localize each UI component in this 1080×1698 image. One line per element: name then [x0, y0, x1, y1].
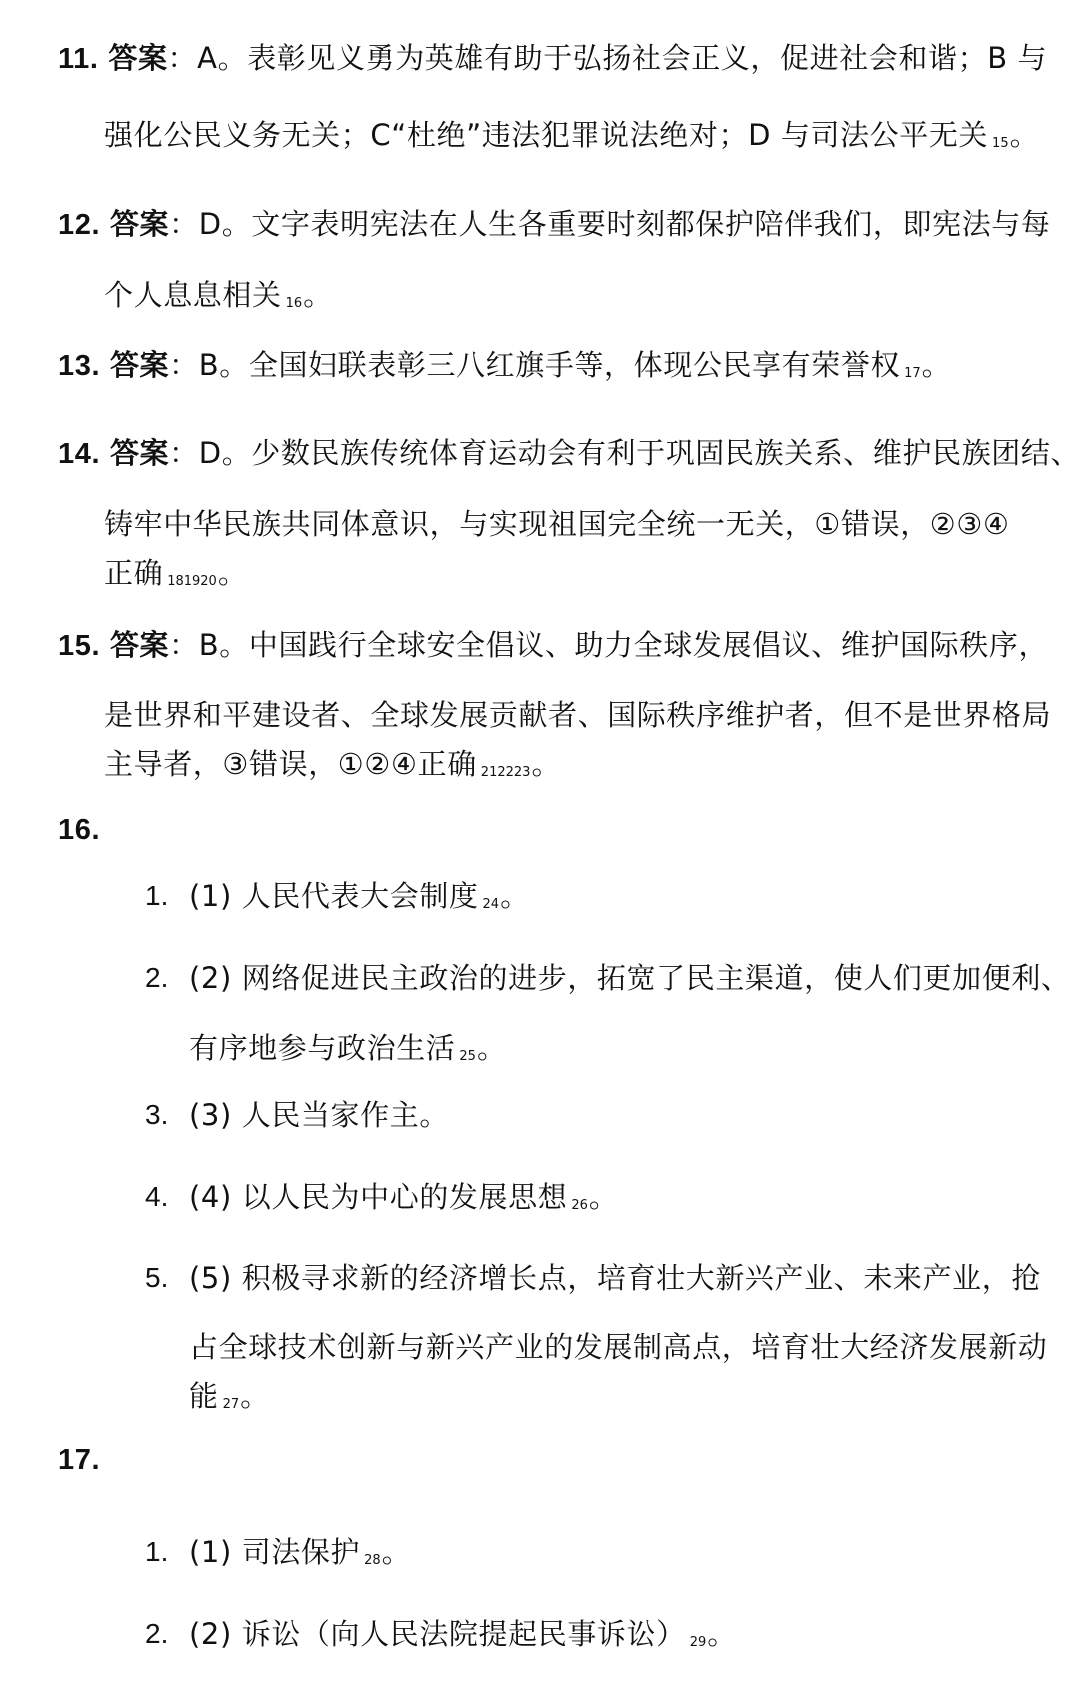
- q17-sub1-text-1: 司法保护: [241, 1535, 361, 1569]
- q14-separator: ：: [169, 436, 199, 470]
- q15-text-1: B。中国践行全球安全倡议、助力全球发展倡议、维护国际秩序，: [198, 628, 1049, 662]
- q16-sub1-index: 1.: [145, 880, 169, 911]
- q15-answer-label: 答案: [109, 630, 170, 662]
- q17-sub2-label: (2): [189, 1617, 232, 1651]
- q11-ref: 15: [992, 136, 1009, 151]
- q16-sub5-text-1: 积极寻求新的经济增长点，培育壮大新兴产业、未来产业，抢: [241, 1261, 1041, 1295]
- q14-text-2: 铸牢中华民族共同体意识，与实现祖国完全统一无关，①错误，②③④: [104, 507, 1010, 541]
- q16-sub4-ref: 26: [571, 1198, 588, 1213]
- q15-line-3: [104, 746, 561, 791]
- q15-separator: ：: [169, 628, 199, 662]
- q11-line-1: [58, 40, 1047, 77]
- q16-sub5-label: (5): [189, 1261, 232, 1295]
- q16-sub2-text-2: 有序地参与政治生活: [189, 1031, 456, 1065]
- q17-sub1-index: 1.: [145, 1536, 169, 1567]
- q14-line-1: [58, 435, 1080, 472]
- q16-sub3-label: (3): [189, 1098, 232, 1132]
- q15-ref: 212223: [480, 765, 531, 780]
- q17-sub2-text-1: 诉讼（向人民法院提起民事诉讼）: [241, 1617, 686, 1651]
- q17-sub2-end: 。: [707, 1617, 737, 1651]
- q12-text-2: 个人息息相关: [104, 278, 282, 312]
- q16-sub1-end: 。: [500, 879, 530, 913]
- q15-line-1: [58, 627, 1048, 664]
- q13-answer-label: 答案: [109, 350, 170, 382]
- q15-end: 。: [531, 747, 562, 781]
- q16-number: 16.: [58, 814, 101, 846]
- q15-text-3: 主导者，③错误，①②④正确: [104, 747, 477, 781]
- q14-line-2: [104, 506, 1010, 542]
- q16-sub2-index: 2.: [145, 962, 169, 993]
- q13-text-1: B。全国妇联表彰三八红旗手等，体现公民享有荣誉权: [198, 348, 901, 382]
- q16-sub4-line-1: [189, 1179, 618, 1224]
- q16-sub4-end: 。: [588, 1180, 619, 1214]
- q16-sub5-text-2: 占全球技术创新与新兴产业的发展制高点，培育壮大经济发展新动: [189, 1330, 1048, 1364]
- q12-text-1: D。文字表明宪法在人生各重要时刻都保护陪伴我们，即宪法与每: [198, 207, 1051, 241]
- q16-sub3-text-1: 人民当家作主。: [241, 1098, 449, 1132]
- q15-text-2: 是世界和平建设者、全球发展贡献者、国际秩序维护者，但不是世界格局: [104, 698, 1052, 732]
- q14-ref: 181920: [167, 574, 217, 589]
- q16-sub2-end: 。: [476, 1031, 507, 1065]
- q17-sub2-line-1: [189, 1616, 737, 1661]
- q15-number: 15.: [58, 630, 101, 662]
- q17-number-line: [58, 1441, 100, 1478]
- q14-line-3: [104, 555, 247, 600]
- q16-sub5-index: 5.: [145, 1262, 169, 1293]
- q16-sub1-line-1: [189, 878, 530, 923]
- q16-sub5-ref: 27: [222, 1397, 240, 1412]
- q12-ref: 16: [285, 296, 303, 311]
- q13-end: 。: [921, 348, 952, 382]
- q17-sub1-label: (1): [189, 1535, 232, 1569]
- q17-sub2-index: 2.: [145, 1618, 169, 1649]
- q11-answer-label: 答案: [108, 43, 168, 75]
- q17-number: 17.: [58, 1444, 101, 1476]
- q17-sub1-end: 。: [381, 1535, 412, 1569]
- q14-answer-label: 答案: [109, 438, 170, 470]
- q11-text-2: 强化公民义务无关；C“杜绝”违法犯罪说法绝对；D 与司法公平无关: [104, 118, 989, 152]
- q16-sub3-index: 3.: [145, 1099, 169, 1130]
- q16-sub1-label: (1): [189, 879, 232, 913]
- q11-separator: ：: [167, 41, 198, 75]
- q13-separator: ：: [169, 348, 199, 382]
- q16-sub5-line-3: [189, 1378, 270, 1423]
- q16-sub2-label: (2): [189, 961, 232, 995]
- q16-sub2-text-1: 网络促进民主政治的进步，拓宽了民主渠道，使人们更加便利、: [241, 961, 1071, 995]
- q16-number-line: [58, 811, 100, 848]
- q16-sub4-label: (4): [189, 1180, 232, 1214]
- q16-sub4-text-1: 以人民为中心的发展思想: [241, 1180, 568, 1214]
- q14-text-3: 正确: [104, 556, 164, 590]
- q12-answer-label: 答案: [109, 209, 170, 241]
- q13-number: 13.: [58, 350, 101, 382]
- q17-sub1-line-1: [189, 1534, 411, 1579]
- q12-line-1: [58, 206, 1051, 243]
- q11-line-2: [104, 117, 1039, 162]
- q12-separator: ：: [169, 207, 199, 241]
- q16-sub3-line-1: [189, 1097, 449, 1133]
- q17-sub1-ref: 28: [364, 1553, 381, 1568]
- q17-sub2-ref: 29: [689, 1635, 707, 1650]
- q16-sub5-line-2: [189, 1329, 1047, 1365]
- q12-end: 。: [303, 278, 333, 312]
- q16-sub5-line-1: [189, 1260, 1041, 1296]
- q14-number: 14.: [58, 438, 101, 470]
- q11-end: 。: [1009, 118, 1040, 152]
- q11-text-1: A。表彰见义勇为英雄有助于弘扬社会正义，促进社会和谐；B 与: [197, 41, 1048, 75]
- q11-number: 11.: [58, 43, 99, 75]
- q12-number: 12.: [58, 209, 101, 241]
- q12-line-2: [104, 277, 333, 322]
- q16-sub1-text-1: 人民代表大会制度: [241, 879, 479, 913]
- q16-sub2-line-2: [189, 1030, 507, 1075]
- q13-line-1: [58, 347, 951, 392]
- q16-sub1-ref: 24: [482, 897, 500, 912]
- q13-ref: 17: [904, 366, 921, 381]
- q16-sub5-text-3: 能: [189, 1379, 219, 1413]
- q14-end: 。: [217, 556, 248, 590]
- q16-sub4-index: 4.: [145, 1181, 169, 1212]
- q14-text-1: D。少数民族传统体育运动会有利于巩固民族关系、维护民族团结、: [198, 436, 1080, 470]
- q16-sub2-ref: 25: [459, 1049, 476, 1064]
- q16-sub5-end: 。: [240, 1379, 270, 1413]
- q15-line-2: [104, 697, 1051, 733]
- q16-sub2-line-1: [189, 960, 1071, 996]
